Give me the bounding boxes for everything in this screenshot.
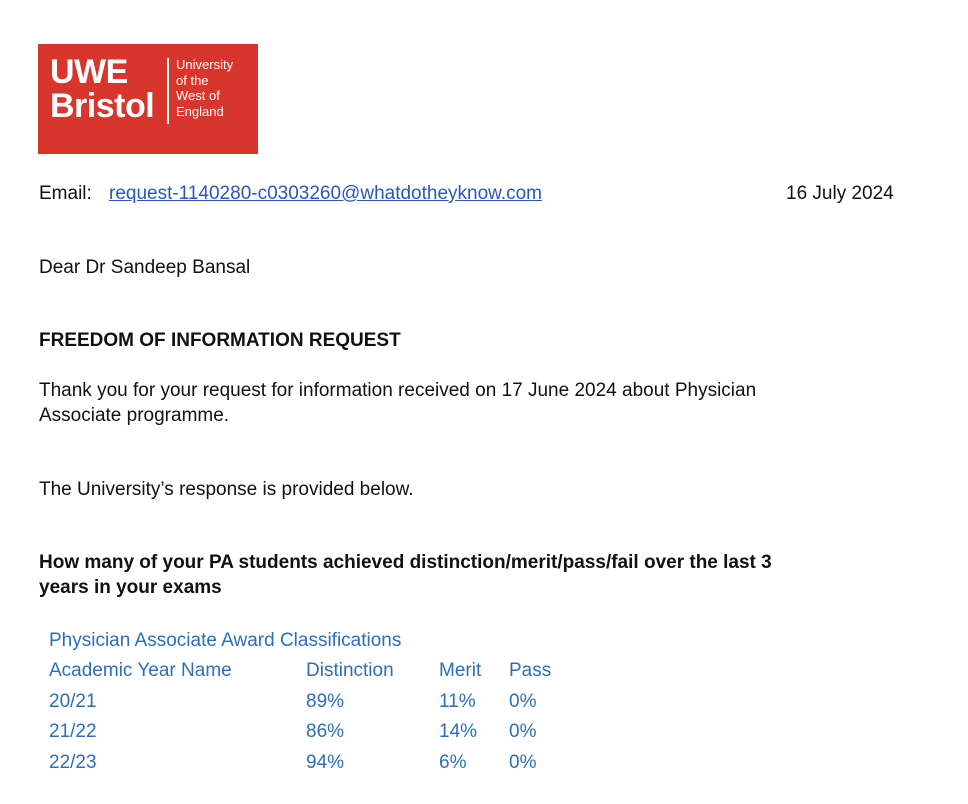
- letter-date: 16 July 2024: [786, 183, 894, 204]
- logo-uwe-text: UWE: [50, 53, 128, 91]
- row-1-year: 20/21: [49, 691, 97, 712]
- row-3-merit: 6%: [439, 752, 467, 773]
- row-3-year: 22/23: [49, 752, 97, 773]
- row-1-merit: 11%: [439, 691, 476, 712]
- row-3-distinction: 94%: [306, 752, 345, 773]
- salutation: Dear Dr Sandeep Bansal: [39, 257, 251, 278]
- logo-bristol-text: Bristol: [50, 87, 155, 125]
- email-label: Email:: [39, 183, 92, 204]
- email-link[interactable]: request-1140280-c0303260@whatdotheyknow.com: [109, 183, 543, 204]
- question-line-1: How many of your PA students achieved distinction/merit/pass/fail over the last 3: [39, 552, 772, 573]
- logo-right-line-3: West of: [176, 88, 220, 103]
- logo-right-line-2: of the: [176, 72, 209, 88]
- paragraph-1-line-2: Associate programme.: [39, 405, 230, 426]
- logo-right-line-1: University: [176, 57, 234, 72]
- row-1-pass: 0%: [509, 691, 537, 712]
- logo-university-name: [176, 57, 233, 119]
- foi-heading: FREEDOM OF INFORMATION REQUEST: [39, 330, 401, 351]
- row-1-distinction: 89%: [306, 691, 345, 712]
- table-title: Physician Associate Award Classifications: [49, 630, 402, 651]
- row-2-distinction: 86%: [306, 721, 345, 742]
- header-distinction: Distinction: [306, 660, 394, 681]
- paragraph-1-line-1: Thank you for your request for information received on 17 June 2024 about Physician: [39, 380, 757, 401]
- header-academic-year: Academic Year Name: [49, 660, 232, 681]
- paragraph-2: The University’s response is provided below.: [39, 479, 414, 500]
- row-2-merit: 14%: [439, 721, 478, 742]
- logo-divider: [167, 58, 169, 124]
- logo-right-line-4: England: [176, 103, 224, 119]
- row-2-year: 21/22: [49, 721, 97, 742]
- question-line-2: years in your exams: [39, 577, 222, 598]
- row-2-pass: 0%: [509, 721, 537, 742]
- uwe-bristol-logo: [38, 44, 258, 154]
- row-3-pass: 0%: [509, 752, 537, 773]
- header-pass: Pass: [509, 660, 552, 681]
- header-merit: Merit: [439, 660, 482, 681]
